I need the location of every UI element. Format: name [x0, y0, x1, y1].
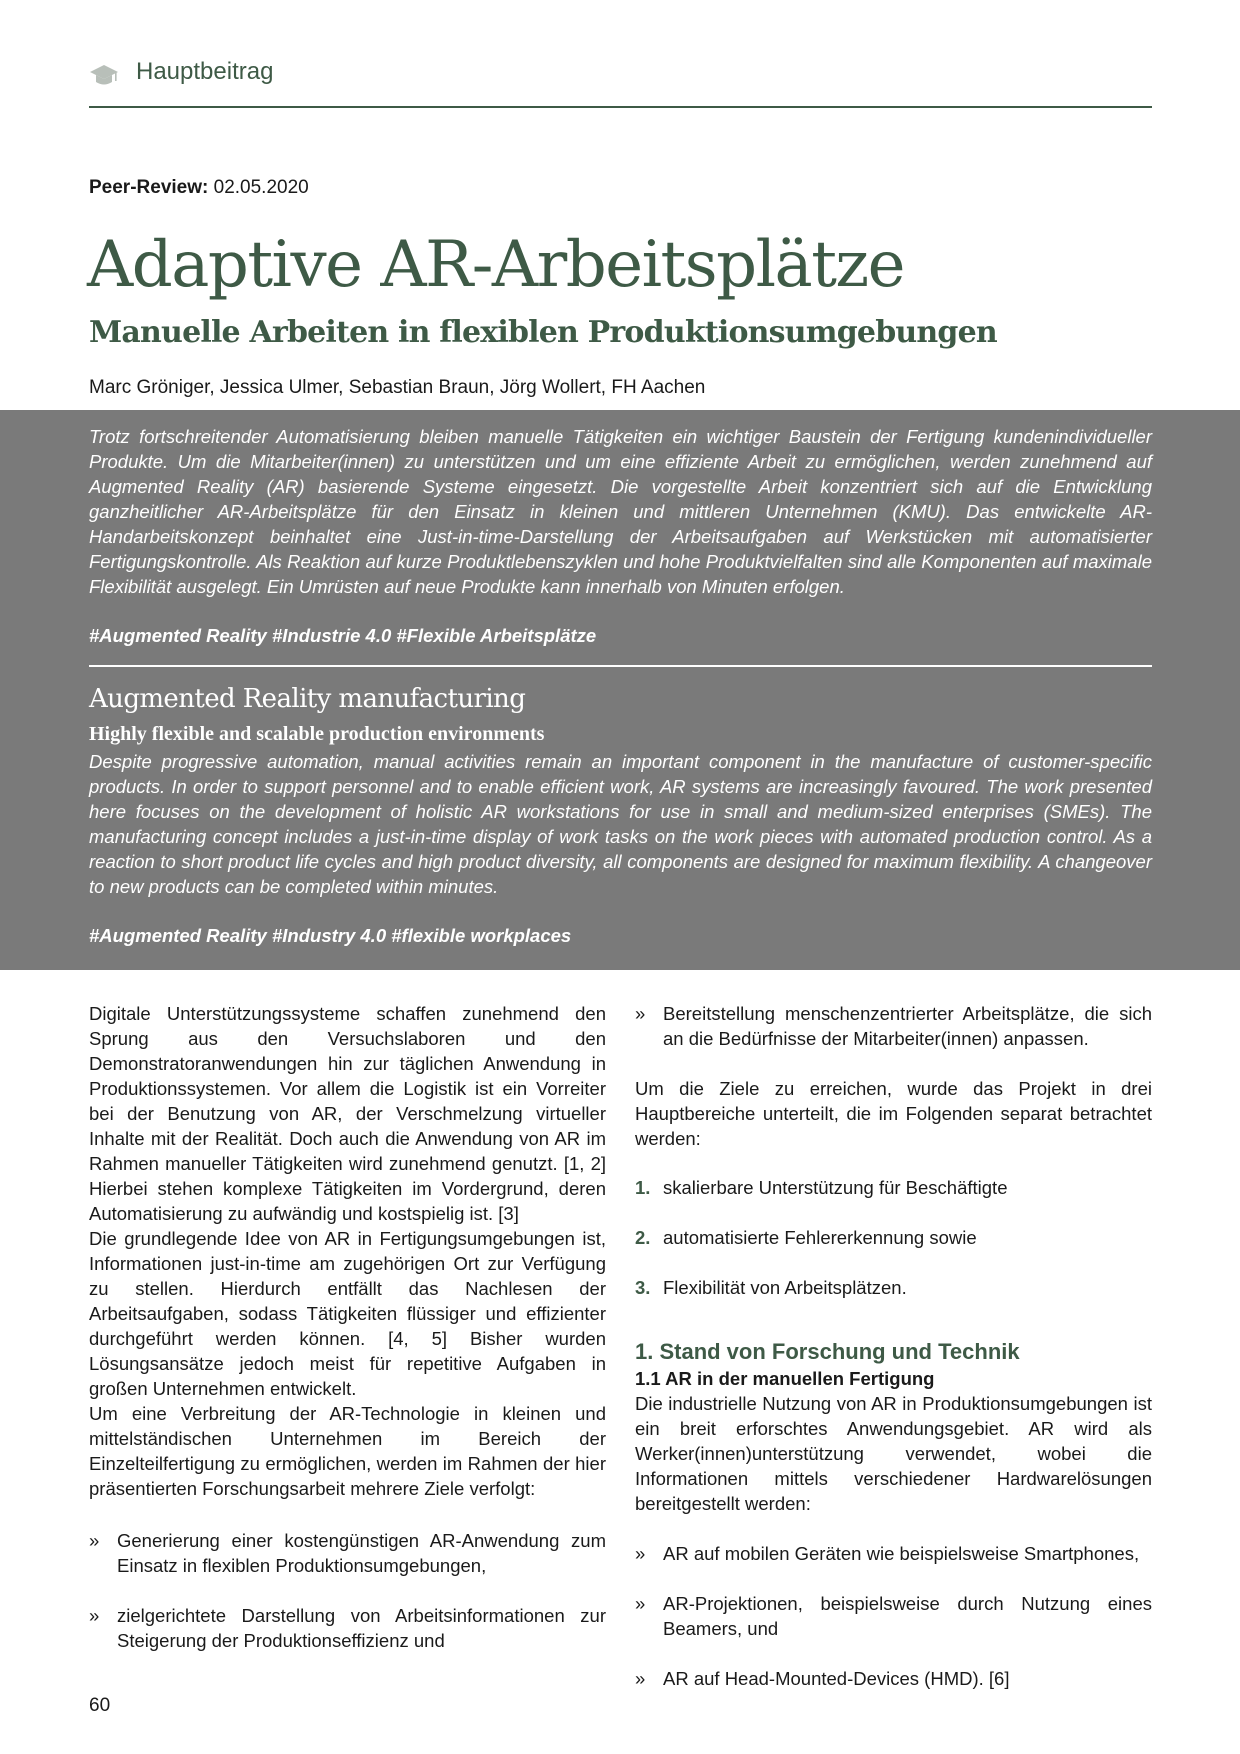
- body-column-right: [635, 1001, 1152, 1691]
- bullet-item: [89, 1603, 606, 1653]
- bullet-item: [635, 1666, 1152, 1691]
- body-column-left: [89, 1001, 606, 1653]
- bullet-item: [89, 1528, 606, 1578]
- item-text: skalierbare Unterstützung für Beschäftigte: [663, 1177, 1008, 1198]
- english-subtitle: Highly flexible and scalable production environments: [89, 723, 545, 745]
- peer-review-label: Peer-Review:: [89, 177, 209, 198]
- peer-review-line: [89, 177, 309, 199]
- item-number: 2.: [635, 1227, 651, 1248]
- bullet-text: Generierung einer kostengünstigen AR-Anwendung zum Einsatz in flexiblen Produktionsumgebungen,: [117, 1530, 606, 1576]
- section-header: [89, 56, 1152, 108]
- authors: Marc Gröniger, Jessica Ulmer, Sebastian Braun, Jörg Wollert, FH Aachen: [89, 377, 706, 398]
- item-number: 3.: [635, 1277, 651, 1298]
- abstract-box: [0, 410, 1240, 970]
- abstract-german: Trotz fortschreitender Automatisierung bleiben manuelle Tätigkeiten ein wichtiger Baustein der Fertigung kundenindividueller Produkte. Um die Mitarbeiter(innen) zu unterstützen und um eine effiziente Arbeit zu ermöglichen, werden zunehmend auf Augmented Reality (AR) basierende Systeme eingesetzt. Die vorgestellte Arbeit konzentriert sich auf die Entwicklung ganzheitlicher AR-Arbeitsplätze für den Einsatz in kleinen und mittleren Unternehmen (KMU). Das entwickelte AR-Handarbeitskonzept beinhaltet eine Just-in-time-Darstellung der Arbeitsaufgaben auf Werkstücken mit automatisierter Fertigungskontrolle. Als Reaktion auf kurze Produktlebenszyklen und hohe Produktvielfalten sind alle Komponenten auf maximale Flexibilität ausgelegt. Ein Umrüsten auf neue Produkte kann innerhalb von Minuten erfolgen.: [89, 426, 1152, 597]
- numbered-item: [635, 1175, 1152, 1200]
- bullet-text: zielgerichtete Darstellung von Arbeitsinformationen zur Steigerung der Produktionseffizienz und: [117, 1605, 606, 1651]
- section-label: Hauptbeitrag: [136, 58, 274, 85]
- numbered-item: [635, 1275, 1152, 1300]
- bullet-marker: »: [89, 1605, 100, 1626]
- bullet-marker: »: [635, 1668, 646, 1689]
- abstract-divider: [89, 665, 1152, 667]
- section-heading: 1. Stand von Forschung und Technik: [635, 1339, 1020, 1364]
- english-title: Augmented Reality manufacturing: [89, 684, 526, 714]
- bullet-marker: »: [635, 1003, 646, 1024]
- bullet-marker: »: [89, 1530, 100, 1551]
- bullet-item: [635, 1591, 1152, 1641]
- bullet-marker: »: [635, 1543, 646, 1564]
- bullet-text: AR auf Head-Mounted-Devices (HMD). [6]: [663, 1668, 1010, 1689]
- bullet-item: [635, 1541, 1152, 1566]
- bullet-text: Bereitstellung menschenzentrierter Arbeitsplätze, die sich an die Bedürfnisse der Mitarbeiter(innen) anpassen.: [663, 1003, 1152, 1049]
- body-paragraph: Die grundlegende Idee von AR in Fertigungsumgebungen ist, Informationen just-in-time am zugehörigen Ort zur Verfügung zu stellen. Hierdurch entfällt das Nachlesen der Arbeitsaufgaben, sodass Tätigkeiten flüssiger und effizienter durchgeführt werden können. [4, 5] Bisher wurden Lösungsansätze jedoch meist für repetitive Aufgaben in großen Unternehmen entwickelt.: [89, 1228, 606, 1399]
- page-number: 60: [89, 1695, 111, 1716]
- body-paragraph: Um die Ziele zu erreichen, wurde das Projekt in drei Hauptbereiche unterteilt, die im Folgenden separat betrachtet werden:: [635, 1078, 1152, 1149]
- bullet-text: AR auf mobilen Geräten wie beispielsweise Smartphones,: [663, 1543, 1140, 1564]
- article-title: Adaptive AR-Arbeitsplätze: [87, 228, 904, 302]
- keywords-german: #Augmented Reality #Industrie 4.0 #Flexible Arbeitsplätze: [89, 625, 597, 646]
- body-paragraph: Die industrielle Nutzung von AR in Produktionsumgebungen ist ein breit erforschtes Anwendungsgebiet. AR wird als Werker(innen)unterstützung verwendet, wobei die Informationen mittels verschiedener Hardwarelösungen bereitgestellt werden:: [635, 1393, 1152, 1514]
- bullet-marker: »: [635, 1593, 646, 1614]
- body-paragraph: Um eine Verbreitung der AR-Technologie in kleinen und mittelständischen Unternehmen im Bereich der Einzelteilfertigung zu ermöglichen, werden im Rahmen der hier präsentierten Forschungsarbeit mehrere Ziele verfolgt:: [89, 1403, 606, 1499]
- article-subtitle: Manuelle Arbeiten in flexiblen Produktionsumgebungen: [89, 315, 997, 350]
- item-number: 1.: [635, 1177, 651, 1198]
- item-text: automatisierte Fehlererkennung sowie: [663, 1227, 977, 1248]
- numbered-item: [635, 1225, 1152, 1250]
- graduation-cap-icon: [89, 60, 119, 90]
- subsection-heading: 1.1 AR in der manuellen Fertigung: [635, 1368, 935, 1389]
- abstract-english: Despite progressive automation, manual activities remain an important component in the manufacture of customer-specific products. In order to support personnel and to enable efficient work, AR systems are increasingly favoured. The work presented here focuses on the development of holistic AR workstations for use in small and medium-sized enterprises (SMEs). The manufacturing concept includes a just-in-time display of work tasks on the work pieces with automated production control. As a reaction to short product life cycles and high product diversity, all components are designed for maximum flexibility. A changeover to new products can be completed within minutes.: [89, 751, 1152, 897]
- bullet-item: [635, 1001, 1152, 1051]
- keywords-english: #Augmented Reality #Industry 4.0 #flexible workplaces: [89, 925, 572, 946]
- bullet-text: AR-Projektionen, beispielsweise durch Nutzung eines Beamers, und: [663, 1593, 1152, 1639]
- peer-review-date: 02.05.2020: [213, 177, 309, 198]
- body-paragraph: Digitale Unterstützungssysteme schaffen zunehmend den Sprung aus den Versuchslaboren und den Demonstratoranwendungen hin zur täglichen Anwendung in Produktionssystemen. Vor allem die Logistik ist ein Vorreiter bei der Benutzung von AR, der Verschmelzung virtueller Inhalte mit der Realität. Doch auch die Anwendung von AR im Rahmen manueller Tätigkeiten wird zunehmend genutzt. [1, 2] Hierbei stehen komplexe Tätigkeiten im Vordergrund, deren Automatisierung zu aufwändig und kostspielig ist. [3]: [89, 1003, 606, 1224]
- item-text: Flexibilität von Arbeitsplätzen.: [663, 1277, 907, 1298]
